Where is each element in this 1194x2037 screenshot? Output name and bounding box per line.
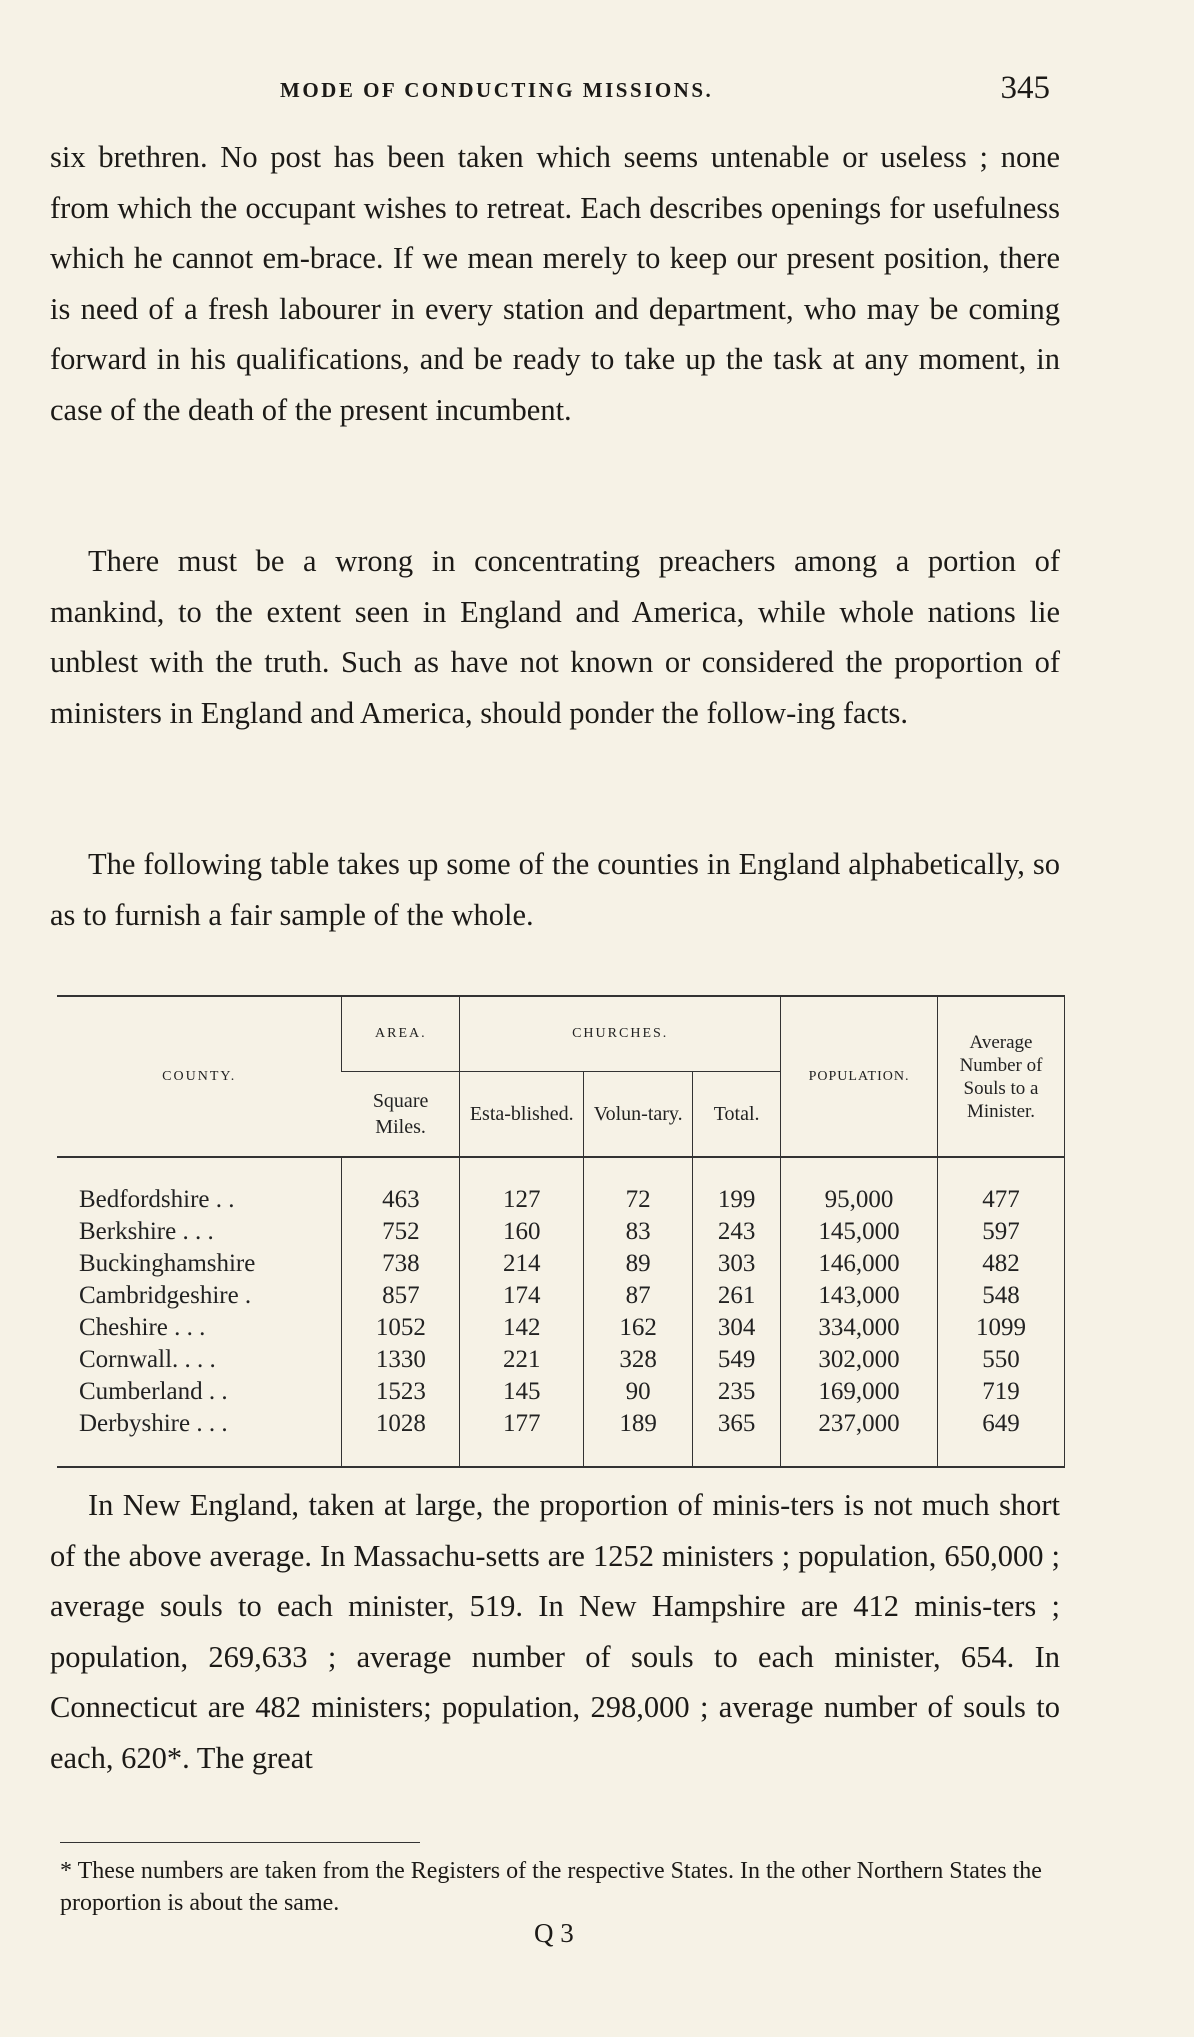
header-population: POPULATION. <box>781 996 938 1157</box>
cell-county: Bedfordshire . . <box>79 1186 235 1213</box>
table-row <box>57 1216 1065 1248</box>
table-row <box>57 1408 1065 1467</box>
cell-total: 261 <box>693 1280 781 1312</box>
header-square-miles: Square Miles. <box>342 1072 460 1158</box>
cell-average: 1099 <box>938 1312 1065 1344</box>
cell-population: 334,000 <box>781 1312 938 1344</box>
cell-county: Cambridgeshire . <box>79 1282 252 1309</box>
cell-average: 719 <box>938 1376 1065 1408</box>
cell-population: 302,000 <box>781 1344 938 1376</box>
cell-county: Berkshire . . . <box>79 1218 214 1245</box>
cell-population: 95,000 <box>781 1157 938 1216</box>
cell-average: 597 <box>938 1216 1065 1248</box>
cell-established: 142 <box>460 1312 584 1344</box>
cell-area: 1052 <box>342 1312 460 1344</box>
paragraph-1: six brethren. No post has been taken which seems untenable or useless ; none from which the occupant wishes to retreat. Each describes openings for usefulness which he cannot em-brace. If we mean merely to keep our present position, there is need of a fresh labourer in every station and department, who may be coming forward in his qualifications, and be ready to take up the task at any moment, in case of the death of the present incumbent. <box>50 140 1060 427</box>
cell-area: 857 <box>342 1280 460 1312</box>
cell-voluntary: 87 <box>584 1280 693 1312</box>
header-average-souls: Average Number of Souls to a Minister. <box>938 996 1065 1157</box>
table-row <box>57 1248 1065 1280</box>
cell-area: 1028 <box>342 1408 460 1467</box>
cell-total: 303 <box>693 1248 781 1280</box>
cell-population: 143,000 <box>781 1280 938 1312</box>
cell-average: 477 <box>938 1157 1065 1216</box>
header-voluntary: Volun-tary. <box>584 1072 693 1158</box>
cell-established: 127 <box>460 1157 584 1216</box>
cell-voluntary: 189 <box>584 1408 693 1467</box>
running-title: MODE OF CONDUCTING MISSIONS. <box>280 78 714 102</box>
cell-voluntary: 83 <box>584 1216 693 1248</box>
cell-population: 169,000 <box>781 1376 938 1408</box>
table-row <box>57 1344 1065 1376</box>
cell-county: Cumberland . . <box>79 1378 228 1405</box>
paragraph-2: There must be a wrong in concentrating preachers among a portion of mankind, to the extent seen in England and America, while whole nations lie unblest with the truth. Such as have not known or considered the proportion of ministers in England and America, should ponder the follow-ing facts. <box>50 544 1060 730</box>
cell-county: Buckinghamshire <box>79 1250 256 1277</box>
cell-average: 482 <box>938 1248 1065 1280</box>
cell-voluntary: 328 <box>584 1344 693 1376</box>
cell-voluntary: 162 <box>584 1312 693 1344</box>
cell-established: 221 <box>460 1344 584 1376</box>
cell-county: Cornwall. . . . <box>79 1346 216 1373</box>
cell-total: 235 <box>693 1376 781 1408</box>
cell-voluntary: 89 <box>584 1248 693 1280</box>
cell-voluntary: 90 <box>584 1376 693 1408</box>
header-churches: CHURCHES. <box>460 996 781 1072</box>
cell-area: 1330 <box>342 1344 460 1376</box>
cell-voluntary: 72 <box>584 1157 693 1216</box>
header-area: AREA. <box>342 996 460 1072</box>
cell-average: 548 <box>938 1280 1065 1312</box>
cell-total: 365 <box>693 1408 781 1467</box>
footnote-rule <box>60 1842 420 1843</box>
table-row <box>57 1280 1065 1312</box>
cell-area: 463 <box>342 1157 460 1216</box>
header-established: Esta-blished. <box>460 1072 584 1158</box>
header-county: COUNTY. <box>162 1068 237 1084</box>
cell-established: 177 <box>460 1408 584 1467</box>
cell-established: 145 <box>460 1376 584 1408</box>
cell-average: 550 <box>938 1344 1065 1376</box>
table-row <box>57 1157 1065 1216</box>
table-row <box>57 1376 1065 1408</box>
cell-established: 160 <box>460 1216 584 1248</box>
footnote: * These numbers are taken from the Registers of the respective States. In the other Northern States the proportion is about the same. <box>60 1858 1042 1916</box>
cell-area: 738 <box>342 1248 460 1280</box>
cell-total: 199 <box>693 1157 781 1216</box>
page-header <box>80 70 1060 114</box>
county-statistics-table <box>57 995 1065 1468</box>
cell-county: Derbyshire . . . <box>79 1410 228 1437</box>
cell-total: 304 <box>693 1312 781 1344</box>
paragraph-3: The following table takes up some of the counties in England alphabetically, so as to furnish a fair sample of the whole. <box>50 847 1060 932</box>
table-row <box>57 1312 1065 1344</box>
cell-total: 243 <box>693 1216 781 1248</box>
cell-established: 174 <box>460 1280 584 1312</box>
signature-mark: Q 3 <box>534 1918 574 1948</box>
paragraph-4: In New England, taken at large, the proportion of minis-ters is not much short of the above average. In Massachu-setts are 1252 ministers ; population, 650,000 ; average souls to each minister, 519. In New Hampshire are 412 minis-ters ; population, 269,633 ; average number of souls to each minister, 654. In Connecticut are 482 ministers; population, 298,000 ; average number of souls to each, 620*. The great <box>50 1488 1060 1775</box>
cell-population: 237,000 <box>781 1408 938 1467</box>
page-number: 345 <box>1000 70 1050 106</box>
cell-population: 146,000 <box>781 1248 938 1280</box>
cell-area: 1523 <box>342 1376 460 1408</box>
cell-total: 549 <box>693 1344 781 1376</box>
cell-population: 145,000 <box>781 1216 938 1248</box>
cell-established: 214 <box>460 1248 584 1280</box>
cell-area: 752 <box>342 1216 460 1248</box>
cell-county: Cheshire . . . <box>79 1314 206 1341</box>
cell-average: 649 <box>938 1408 1065 1467</box>
header-total: Total. <box>693 1072 781 1158</box>
